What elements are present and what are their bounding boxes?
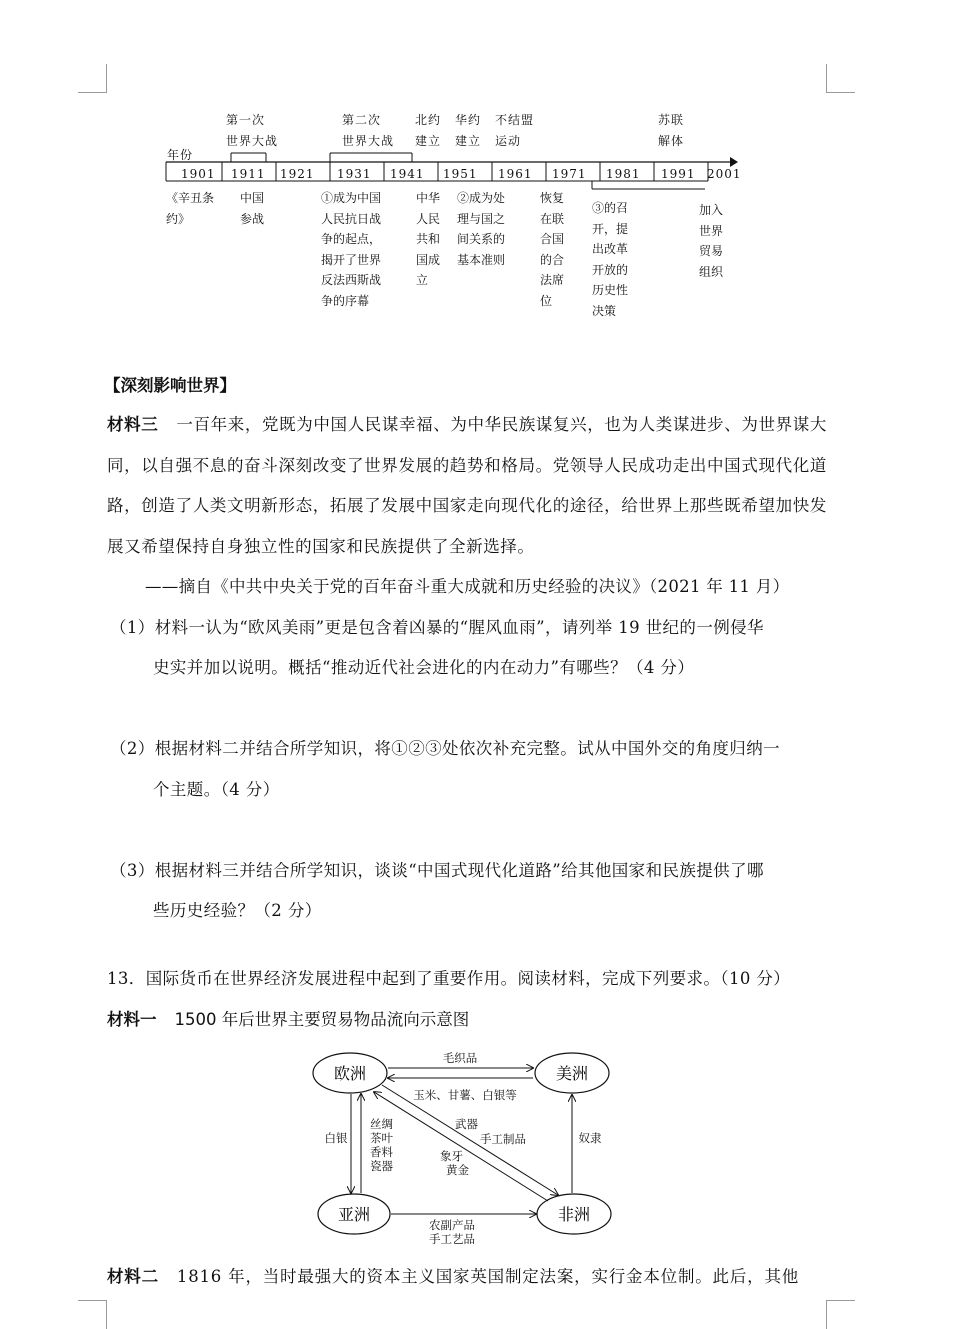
question-2-number: （2） (110, 739, 155, 758)
corner-mark-bottom-right (826, 1300, 855, 1329)
flow-crafts: 手工艺品 (429, 1232, 475, 1246)
material1-label: 材料一 (107, 1010, 157, 1029)
flow-weapons: 武器 (455, 1117, 478, 1131)
event-ww1: 第一次 世界大战 (226, 113, 279, 148)
flow-handicrafts: 手工制品 (480, 1132, 526, 1146)
year-1911: 1911 (231, 167, 266, 181)
event-prc-founded: 中华人民共和国成立 (416, 191, 441, 287)
question-3-line2: 些历史经验？（2 分） (153, 901, 322, 920)
node-america: 美洲 (555, 1064, 589, 1083)
question-1-line2: 史实并加以说明。概括“推动近代社会进化的内在动力”有哪些？（4 分） (153, 658, 695, 677)
flow-ivory: 象牙 (440, 1149, 463, 1163)
year-2001: 2001 (707, 167, 742, 181)
event-ww2: 第二次 世界大战 (342, 113, 395, 148)
event-blank-1: ①成为中国人民抗日战争的起点，揭开了世界反法西斯战争的序幕 (321, 191, 382, 308)
event-china-joins-war: 中国参战 (240, 191, 265, 226)
material2-paragraph (107, 1257, 827, 1297)
node-europe: 欧洲 (333, 1064, 367, 1083)
year-1931: 1931 (337, 167, 372, 181)
event-wto: 加入世界贸易组织 (699, 203, 724, 279)
corner-mark-top-right (826, 64, 855, 93)
question-1-number: （1） (110, 618, 155, 637)
question-3: （3）根据材料三并结合所学知识，谈谈“中国式现代化道路”给其他国家和民族提供了哪 (110, 861, 764, 880)
section-title: 【深刻影响世界】 (104, 376, 236, 395)
flow-agri-products: 农副产品 (429, 1218, 475, 1232)
material2-text: 1816 年，当时最强大的资本主义国家英国制定法案，实行金本位制。此后，其他 (176, 1267, 800, 1286)
material2-label: 材料二 (107, 1267, 159, 1286)
material1-title: 1500 年后世界主要贸易物品流向示意图 (174, 1010, 470, 1029)
question-3-number: （3） (110, 861, 155, 880)
event-nato: 北约 建立 (415, 113, 442, 148)
material3-paragraph (107, 405, 827, 567)
flow-wool: 毛织品 (442, 1051, 478, 1065)
flow-silk: 丝绸 (370, 1117, 393, 1131)
year-1941: 1941 (390, 167, 425, 181)
year-1981: 1981 (606, 167, 641, 181)
node-asia: 亚洲 (337, 1205, 371, 1224)
flow-corn-etc: 玉米、甘薯、白银等 (413, 1088, 517, 1102)
flow-porcelain: 瓷器 (370, 1159, 393, 1173)
event-un-seat: 恢复在联合国的合法席位 (540, 191, 565, 308)
event-blank-3: ③的召开，提出改革开放的历史性决策 (592, 201, 629, 318)
material3-source: ——摘自《中共中央关于党的百年奋斗重大成就和历史经验的决议》（2021 年 11 月） (145, 577, 790, 596)
year-1971: 1971 (552, 167, 587, 181)
corner-mark-bottom-left (78, 1300, 107, 1329)
flow-spices: 香料 (370, 1145, 393, 1159)
material3-label: 材料三 (107, 415, 159, 434)
year-label: 年份 (167, 148, 194, 162)
event-ussr-collapse: 苏联 解体 (658, 113, 685, 148)
corner-mark-top-left (78, 64, 107, 93)
question-2: （2）根据材料二并结合所学知识，将①②③处依次补充完整。试从中国外交的角度归纳一 (110, 739, 781, 758)
arrow-africa-to-europe (374, 1092, 548, 1201)
flow-gold: 黄金 (446, 1163, 469, 1177)
year-1951: 1951 (443, 167, 478, 181)
material3-text: 一百年来，党既为中国人民谋幸福、为中华民族谋复兴，也为人类谋进步、为世界谋大同，以自强不息的奋斗深刻改变了世界发展的趋势和格局。党领导人民成功走出中国式现代化道路，创造了人类文明新形态，拓展了发展中国家走向现代化的途径，给世界上那些既希望加快发展又希望保持自身独立性的国家和民族提供了全新选择。 (107, 415, 827, 556)
year-1961: 1961 (498, 167, 533, 181)
material1-heading (107, 1000, 469, 1040)
question-2-line2: 个主题。（4 分） (153, 780, 280, 799)
year-1991: 1991 (661, 167, 696, 181)
trade-diagram (300, 1045, 630, 1250)
year-1901: 1901 (181, 167, 216, 181)
question-13: 13．国际货币在世界经济发展进程中起到了重要作用。阅读材料，完成下列要求。（10 分） (107, 969, 791, 988)
node-africa: 非洲 (557, 1205, 591, 1224)
event-blank-2: ②成为处理与国之间关系的基本准则 (457, 191, 506, 267)
flow-slaves: 奴隶 (578, 1131, 602, 1145)
event-boxer-protocol: 《辛丑条约》 (166, 191, 215, 226)
event-warsaw-pact: 华约 建立 (455, 113, 482, 148)
event-non-aligned: 不结盟 运动 (495, 113, 535, 148)
year-1921: 1921 (280, 167, 315, 181)
flow-tea: 茶叶 (370, 1131, 393, 1145)
flow-silver: 白银 (324, 1131, 348, 1145)
question-1: （1）材料一认为“欧风美雨”更是包含着凶暴的“腥风血雨”，请列举 19 世纪的一例侵华 (110, 618, 764, 637)
